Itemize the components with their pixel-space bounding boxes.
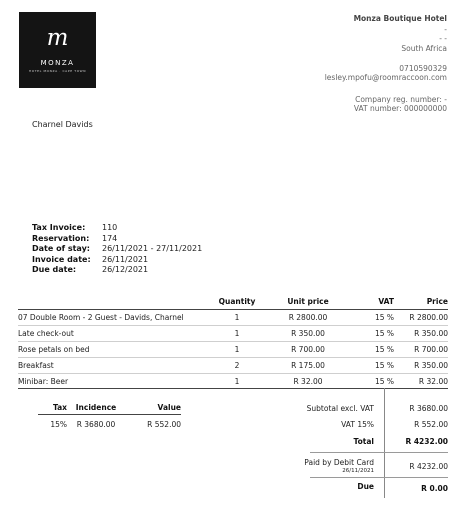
item-quantity: 1 bbox=[204, 310, 270, 326]
logo-tagline: HOTEL MONZA · CAPE TOWN bbox=[28, 69, 87, 73]
meta-value: 26/12/2021 bbox=[102, 265, 149, 274]
tax-incidence: R 3680.00 bbox=[76, 420, 116, 429]
col-vat: VAT bbox=[346, 296, 394, 310]
hotel-country: South Africa bbox=[401, 44, 447, 53]
line-items-table bbox=[18, 296, 448, 389]
tax-rate: 15% bbox=[50, 420, 67, 429]
item-price: R 350.00 bbox=[394, 358, 448, 374]
item-price: R 350.00 bbox=[394, 326, 448, 342]
hotel-vat-number: VAT number: 000000000 bbox=[353, 104, 447, 113]
item-quantity: 2 bbox=[204, 358, 270, 374]
hotel-phone: 0710590329 bbox=[399, 64, 447, 73]
line-items-header bbox=[18, 296, 448, 310]
total-value: R 4232.00 bbox=[405, 437, 448, 446]
table-row bbox=[18, 374, 448, 390]
item-quantity: 1 bbox=[204, 326, 270, 342]
due-value: R 0.00 bbox=[421, 484, 448, 493]
logo-name: MONZA bbox=[40, 59, 75, 67]
meta-row-invoice-date bbox=[32, 255, 202, 266]
col-description bbox=[18, 296, 204, 310]
tax-value: R 552.00 bbox=[147, 420, 181, 429]
total-label: Total bbox=[353, 437, 374, 446]
payment-label: Paid by Debit Card bbox=[304, 458, 374, 467]
item-description: Minibar: Beer bbox=[18, 377, 69, 386]
item-description: Rose petals on bed bbox=[18, 342, 204, 358]
item-vat: 15 % bbox=[346, 310, 394, 326]
table-row bbox=[18, 358, 448, 374]
item-unit-price: R 350.00 bbox=[270, 326, 346, 342]
meta-row-tax-invoice bbox=[32, 223, 202, 234]
item-description: Late check-out bbox=[18, 326, 204, 342]
col-quantity: Quantity bbox=[204, 296, 270, 310]
item-description: Breakfast bbox=[18, 358, 204, 374]
subtotal-label: Subtotal excl. VAT bbox=[306, 404, 374, 413]
col-value: Value bbox=[125, 403, 181, 415]
payment-date: 26/11/2021 bbox=[342, 468, 374, 474]
item-unit-price: R 32.00 bbox=[293, 377, 323, 386]
subtotal-value: R 3680.00 bbox=[409, 404, 448, 413]
meta-value: 26/11/2021 - 27/11/2021 bbox=[102, 244, 203, 253]
vat-label: VAT 15% bbox=[341, 420, 374, 429]
item-vat: 15 % bbox=[346, 326, 394, 342]
tax-breakdown-header bbox=[38, 403, 181, 415]
hotel-address-line-2: - bbox=[444, 25, 447, 34]
meta-row-reservation bbox=[32, 234, 202, 245]
col-incidence: Incidence bbox=[67, 403, 125, 415]
invoice-meta bbox=[32, 223, 202, 276]
item-quantity: 1 bbox=[204, 342, 270, 358]
hotel-address-line-3: - - bbox=[439, 34, 447, 43]
item-price: R 700.00 bbox=[394, 342, 448, 358]
meta-label: Date of stay: bbox=[32, 244, 90, 253]
table-row bbox=[18, 342, 448, 358]
meta-label: Reservation: bbox=[32, 233, 90, 243]
due-label: Due bbox=[357, 482, 374, 491]
hotel-company-reg: Company reg. number: - bbox=[355, 95, 447, 104]
meta-label: Due date: bbox=[32, 265, 77, 274]
hotel-logo bbox=[19, 12, 96, 88]
table-row bbox=[18, 310, 448, 326]
item-vat: 15 % bbox=[374, 377, 394, 386]
item-price: R 32.00 bbox=[418, 377, 448, 386]
item-unit-price: R 700.00 bbox=[270, 342, 346, 358]
table-row bbox=[18, 326, 448, 342]
item-description: 07 Double Room - 2 Guest - Davids, Charnel bbox=[18, 310, 204, 326]
meta-value: 174 bbox=[102, 233, 118, 243]
meta-value: 110 bbox=[102, 223, 118, 232]
meta-label: Invoice date: bbox=[32, 254, 91, 264]
col-tax: Tax bbox=[38, 403, 67, 415]
hotel-email: lesley.mpofu@roomraccoon.com bbox=[324, 73, 447, 82]
hotel-name: Monza Boutique Hotel bbox=[353, 14, 447, 23]
vat-value: R 552.00 bbox=[414, 420, 448, 429]
col-unit-price: Unit price bbox=[270, 296, 346, 310]
meta-value: 26/11/2021 bbox=[102, 254, 149, 264]
summary-vertical-divider bbox=[384, 388, 385, 498]
logo-monogram: m bbox=[46, 25, 69, 51]
col-price: Price bbox=[394, 296, 448, 310]
meta-row-due-date bbox=[32, 265, 202, 276]
item-vat: 15 % bbox=[346, 358, 394, 374]
item-quantity: 1 bbox=[234, 377, 240, 386]
item-price: R 2800.00 bbox=[394, 310, 448, 326]
tax-breakdown-table bbox=[38, 403, 181, 429]
total-divider bbox=[310, 452, 448, 453]
meta-label: Tax Invoice: bbox=[32, 223, 86, 232]
guest-name: Charnel Davids bbox=[32, 120, 93, 129]
table-row bbox=[38, 415, 181, 430]
due-divider bbox=[310, 477, 448, 478]
meta-row-date-of-stay bbox=[32, 244, 202, 255]
item-unit-price: R 2800.00 bbox=[270, 310, 346, 326]
payment-value: R 4232.00 bbox=[409, 462, 448, 471]
item-unit-price: R 175.00 bbox=[270, 358, 346, 374]
item-vat: 15 % bbox=[346, 342, 394, 358]
